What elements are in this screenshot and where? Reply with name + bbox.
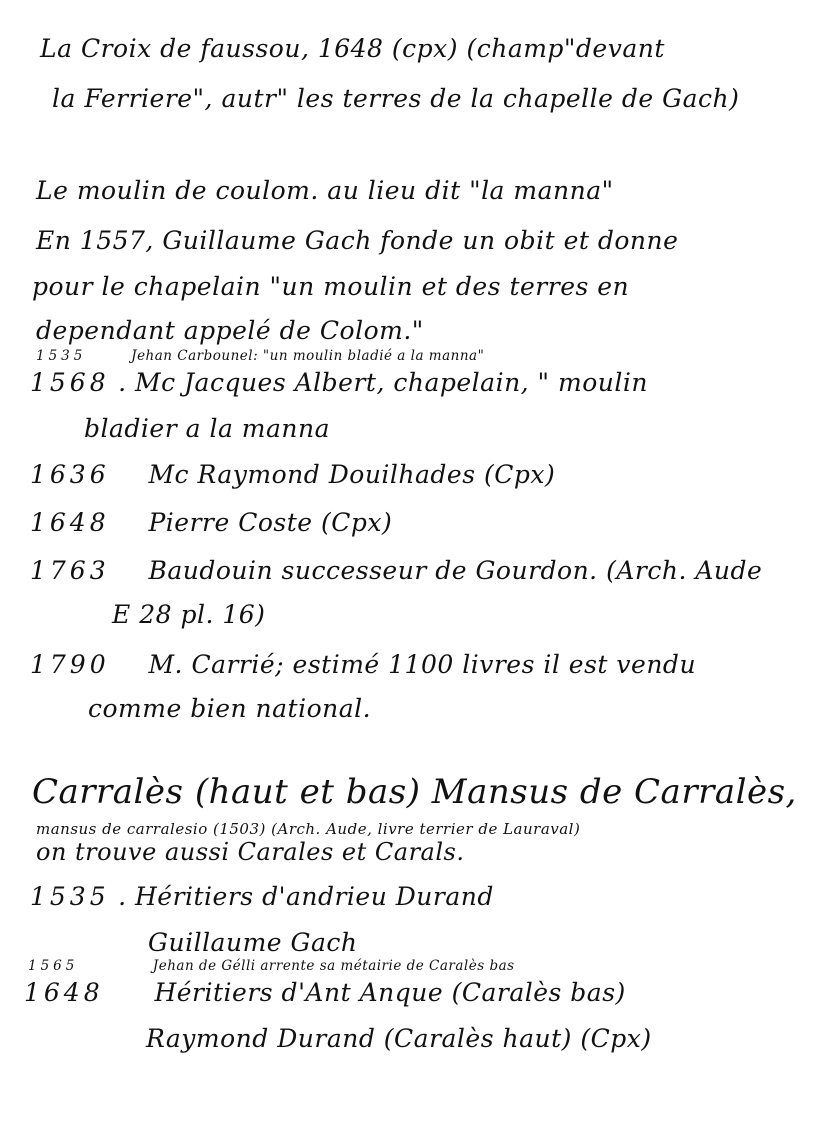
entry-year: 1535 <box>30 882 110 911</box>
moulin-entry <box>30 368 648 397</box>
entry-text: Mc Raymond Douilhades (Cpx) <box>148 460 556 489</box>
entry-year: 1535 <box>36 348 87 364</box>
carrales-subtitle-1: mansus de carralesio (1503) (Arch. Aude, livre terrier de Lauraval) <box>36 820 581 838</box>
entry-text: Pierre Coste (Cpx) <box>148 508 393 537</box>
entry-text: . Mc Jacques Albert, chapelain, " moulin <box>118 368 648 397</box>
moulin-entry-continuation: bladier a la manna <box>84 414 331 443</box>
moulin-paragraph-line-3: dependant appelé de Colom." <box>36 316 424 345</box>
entry-year: 1763 <box>30 556 110 585</box>
moulin-title: Le moulin de coulom. au lieu dit "la manna" <box>36 176 614 205</box>
carrales-entry <box>28 958 515 974</box>
moulin-entry <box>36 348 484 364</box>
entry-text: Jehan de Gélli arrente sa métairie de Caralès bas <box>152 958 515 974</box>
entry-text: Jehan Carbounel: "un moulin bladié a la manna" <box>131 348 485 364</box>
entry-year: 1636 <box>30 460 110 489</box>
entry-text: . Héritiers d'andrieu Durand <box>118 882 494 911</box>
entry-year: 1790 <box>30 650 110 679</box>
moulin-entry-continuation: E 28 pl. 16) <box>112 600 266 629</box>
moulin-entry <box>30 460 555 489</box>
moulin-entry-continuation: comme bien national. <box>88 694 372 723</box>
entry-text: Héritiers d'Ant Anque (Caralès bas) <box>154 978 626 1007</box>
carrales-entry-continuation: Raymond Durand (Caralès haut) (Cpx) <box>146 1024 652 1053</box>
entry-text: M. Carrié; estimé 1100 livres il est vendu <box>148 650 697 679</box>
moulin-entry <box>30 556 762 585</box>
moulin-entry <box>30 650 696 679</box>
carrales-subtitle-2: on trouve aussi Carales et Carals. <box>36 838 465 866</box>
carrales-entry <box>24 978 626 1007</box>
moulin-entry <box>30 508 392 537</box>
entry-text: Baudouin successeur de Gourdon. (Arch. Aude <box>148 556 763 585</box>
entry-year: 1648 <box>30 508 110 537</box>
carrales-heading: Carralès (haut et bas) Mansus de Carralès, <box>32 772 797 812</box>
croix-line-2: la Ferriere", autr" les terres de la chapelle de Gach) <box>52 84 740 113</box>
moulin-paragraph-line-2: pour le chapelain "un moulin et des terres en <box>32 272 630 301</box>
croix-line-1: La Croix de faussou, 1648 (cpx) (champ"devant <box>40 34 665 63</box>
carrales-entry-continuation: Guillaume Gach <box>148 928 358 957</box>
entry-year: 1568 <box>30 368 110 397</box>
entry-year: 1648 <box>24 978 104 1007</box>
entry-year: 1565 <box>28 958 79 974</box>
carrales-entry <box>30 882 494 911</box>
moulin-paragraph-line-1: En 1557, Guillaume Gach fonde un obit et donne <box>36 226 679 255</box>
